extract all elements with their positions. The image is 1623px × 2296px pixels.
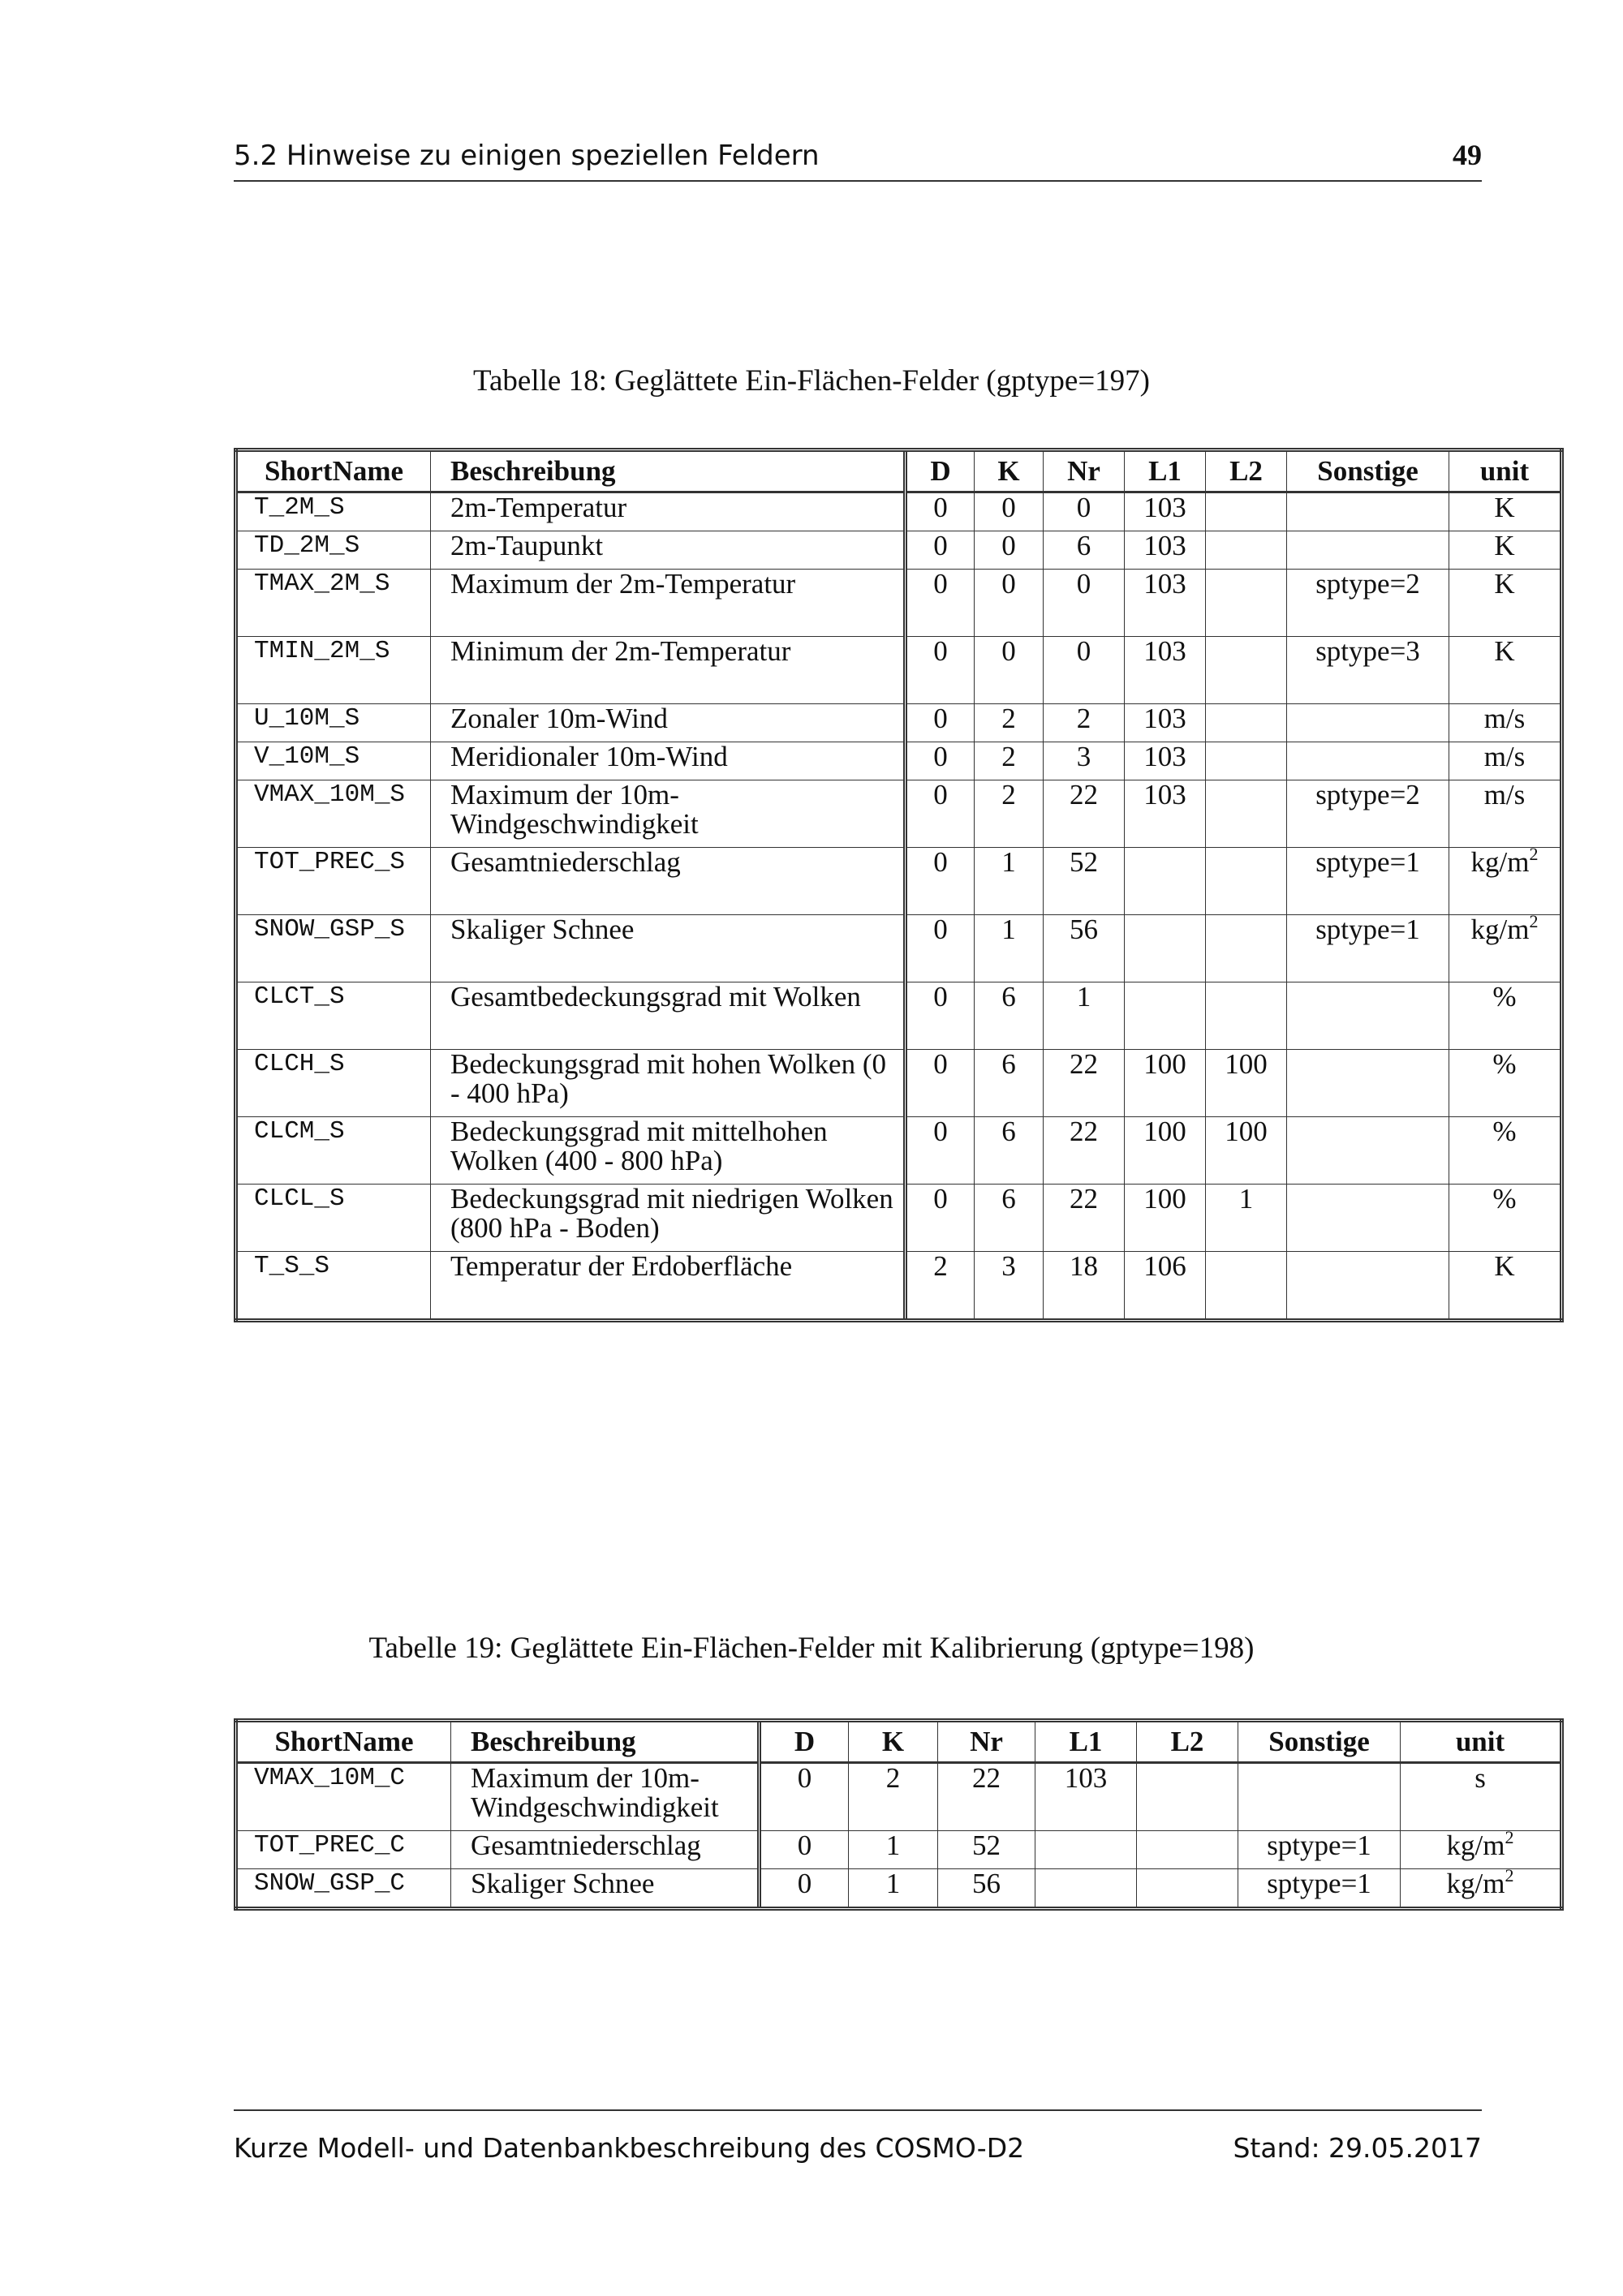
column-header-desc: Beschreibung bbox=[431, 450, 906, 492]
cell-d: 0 bbox=[906, 1185, 975, 1252]
cell-l1: 100 bbox=[1125, 1117, 1206, 1185]
cell-nr: 52 bbox=[938, 1831, 1035, 1869]
cell-l1 bbox=[1125, 982, 1206, 1050]
table-row bbox=[236, 848, 1562, 915]
cell-short: CLCL_S bbox=[236, 1185, 431, 1252]
cell-l1 bbox=[1125, 915, 1206, 982]
cell-unit: m/s bbox=[1449, 742, 1562, 780]
table-row bbox=[236, 742, 1562, 780]
cell-d: 0 bbox=[906, 637, 975, 704]
table-row bbox=[236, 637, 1562, 704]
cell-k: 6 bbox=[975, 1050, 1044, 1117]
cell-unit: $kg/m^2$ bbox=[1401, 1831, 1562, 1869]
cell-l2 bbox=[1206, 704, 1287, 742]
cell-other: sptype=1 bbox=[1238, 1831, 1401, 1869]
cell-other bbox=[1238, 1763, 1401, 1831]
cell-other bbox=[1287, 1117, 1449, 1185]
cell-unit: $kg/m^2$ bbox=[1449, 915, 1562, 982]
cell-k: 2 bbox=[849, 1763, 938, 1831]
cell-l1: 100 bbox=[1125, 1185, 1206, 1252]
cell-other: sptype=3 bbox=[1287, 637, 1449, 704]
column-header-unit: unit bbox=[1449, 450, 1562, 492]
column-header-l2: L2 bbox=[1137, 1721, 1238, 1763]
cell-l1: 103 bbox=[1125, 492, 1206, 531]
cell-l2 bbox=[1137, 1763, 1238, 1831]
cell-desc: 2m-Temperatur bbox=[431, 492, 906, 531]
cell-l1: 103 bbox=[1125, 637, 1206, 704]
column-header-other: Sonstige bbox=[1287, 450, 1449, 492]
cell-l2 bbox=[1206, 915, 1287, 982]
cell-l2: 1 bbox=[1206, 1185, 1287, 1252]
cell-desc: Gesamtbedeckungsgrad mit Wolken bbox=[431, 982, 906, 1050]
cell-unit: K bbox=[1449, 570, 1562, 637]
table-row bbox=[236, 704, 1562, 742]
cell-l2 bbox=[1206, 848, 1287, 915]
cell-unit: K bbox=[1449, 637, 1562, 704]
cell-desc: Zonaler 10m-Wind bbox=[431, 704, 906, 742]
cell-d: 0 bbox=[906, 1050, 975, 1117]
cell-l1: 100 bbox=[1125, 1050, 1206, 1117]
cell-l1 bbox=[1125, 848, 1206, 915]
table-row bbox=[236, 1050, 1562, 1117]
cell-desc: Maximum der 10m-Windgeschwindigkeit bbox=[431, 780, 906, 848]
column-header-desc: Beschreibung bbox=[451, 1721, 760, 1763]
column-header-d: D bbox=[906, 450, 975, 492]
column-header-k: K bbox=[849, 1721, 938, 1763]
cell-unit: K bbox=[1449, 531, 1562, 570]
cell-unit: % bbox=[1449, 1117, 1562, 1185]
cell-d: 0 bbox=[906, 780, 975, 848]
column-header-nr: Nr bbox=[938, 1721, 1035, 1763]
cell-d: 0 bbox=[906, 915, 975, 982]
cell-short: T_S_S bbox=[236, 1252, 431, 1321]
cell-desc: Skaliger Schnee bbox=[451, 1869, 760, 1909]
column-header-nr: Nr bbox=[1044, 450, 1125, 492]
cell-other bbox=[1287, 1252, 1449, 1321]
table-row bbox=[236, 1763, 1562, 1831]
table-row bbox=[236, 1869, 1562, 1909]
cell-unit: s bbox=[1401, 1763, 1562, 1831]
cell-other bbox=[1287, 704, 1449, 742]
cell-other: sptype=2 bbox=[1287, 570, 1449, 637]
cell-k: 3 bbox=[975, 1252, 1044, 1321]
cell-l2 bbox=[1206, 742, 1287, 780]
column-header-unit: unit bbox=[1401, 1721, 1562, 1763]
cell-desc: Minimum der 2m-Temperatur bbox=[431, 637, 906, 704]
cell-other bbox=[1287, 492, 1449, 531]
page-header bbox=[234, 138, 1482, 182]
cell-k: 0 bbox=[975, 531, 1044, 570]
cell-d: 0 bbox=[760, 1869, 849, 1909]
column-header-l1: L1 bbox=[1125, 450, 1206, 492]
cell-l2 bbox=[1137, 1831, 1238, 1869]
cell-nr: 22 bbox=[938, 1763, 1035, 1831]
cell-l2 bbox=[1137, 1869, 1238, 1909]
cell-d: 0 bbox=[906, 1117, 975, 1185]
cell-l2 bbox=[1206, 1252, 1287, 1321]
cell-short: TMAX_2M_S bbox=[236, 570, 431, 637]
cell-short: CLCT_S bbox=[236, 982, 431, 1050]
cell-l2: 100 bbox=[1206, 1050, 1287, 1117]
cell-desc: Maximum der 10m-Windgeschwindigkeit bbox=[451, 1763, 760, 1831]
cell-other: sptype=1 bbox=[1238, 1869, 1401, 1909]
table-row bbox=[236, 492, 1562, 531]
cell-k: 2 bbox=[975, 780, 1044, 848]
cell-l1 bbox=[1035, 1869, 1137, 1909]
cell-k: 0 bbox=[975, 637, 1044, 704]
footer-date: Stand: 29.05.2017 bbox=[1233, 2132, 1482, 2164]
table-header-row bbox=[236, 450, 1562, 492]
cell-l2 bbox=[1206, 531, 1287, 570]
cell-d: 0 bbox=[906, 848, 975, 915]
cell-other bbox=[1287, 1050, 1449, 1117]
cell-unit: m/s bbox=[1449, 704, 1562, 742]
cell-nr: 0 bbox=[1044, 637, 1125, 704]
cell-other bbox=[1287, 531, 1449, 570]
cell-other bbox=[1287, 982, 1449, 1050]
cell-desc: Skaliger Schnee bbox=[431, 915, 906, 982]
cell-nr: 2 bbox=[1044, 704, 1125, 742]
cell-nr: 56 bbox=[1044, 915, 1125, 982]
cell-desc: Bedeckungsgrad mit hohen Wolken (0 - 400 hPa) bbox=[431, 1050, 906, 1117]
cell-short: TOT_PREC_C bbox=[236, 1831, 451, 1869]
cell-nr: 18 bbox=[1044, 1252, 1125, 1321]
cell-nr: 22 bbox=[1044, 1185, 1125, 1252]
cell-unit: K bbox=[1449, 492, 1562, 531]
cell-l1: 103 bbox=[1035, 1763, 1137, 1831]
cell-l2: 100 bbox=[1206, 1117, 1287, 1185]
table-row bbox=[236, 1252, 1562, 1321]
cell-short: U_10M_S bbox=[236, 704, 431, 742]
cell-unit: $kg/m^2$ bbox=[1449, 848, 1562, 915]
cell-desc: Gesamtniederschlag bbox=[431, 848, 906, 915]
cell-d: 0 bbox=[906, 492, 975, 531]
cell-nr: 52 bbox=[1044, 848, 1125, 915]
cell-l2 bbox=[1206, 982, 1287, 1050]
cell-l1: 106 bbox=[1125, 1252, 1206, 1321]
table-row bbox=[236, 915, 1562, 982]
cell-l2 bbox=[1206, 780, 1287, 848]
cell-other: sptype=2 bbox=[1287, 780, 1449, 848]
section-title: 5.2 Hinweise zu einigen speziellen Feldern bbox=[234, 140, 820, 172]
column-header-short: ShortName bbox=[236, 450, 431, 492]
table-row bbox=[236, 1831, 1562, 1869]
table-row bbox=[236, 982, 1562, 1050]
cell-l1: 103 bbox=[1125, 780, 1206, 848]
cell-nr: 22 bbox=[1044, 1050, 1125, 1117]
cell-unit: m/s bbox=[1449, 780, 1562, 848]
cell-desc: Gesamtniederschlag bbox=[451, 1831, 760, 1869]
table-row bbox=[236, 570, 1562, 637]
cell-nr: 3 bbox=[1044, 742, 1125, 780]
cell-l1: 103 bbox=[1125, 704, 1206, 742]
cell-short: VMAX_10M_S bbox=[236, 780, 431, 848]
page-number: 49 bbox=[1453, 139, 1482, 171]
table-row bbox=[236, 1185, 1562, 1252]
cell-k: 1 bbox=[849, 1831, 938, 1869]
cell-other bbox=[1287, 1185, 1449, 1252]
cell-k: 0 bbox=[975, 570, 1044, 637]
table18-caption: Tabelle 18: Geglättete Ein-Flächen-Felder (gptype=197) bbox=[472, 364, 1151, 398]
cell-k: 6 bbox=[975, 982, 1044, 1050]
cell-l1: 103 bbox=[1125, 570, 1206, 637]
footer-title: Kurze Modell- und Datenbankbeschreibung des COSMO-D2 bbox=[234, 2132, 1025, 2164]
cell-short: CLCM_S bbox=[236, 1117, 431, 1185]
cell-desc: Maximum der 2m-Temperatur bbox=[431, 570, 906, 637]
cell-unit: % bbox=[1449, 1050, 1562, 1117]
cell-d: 0 bbox=[760, 1831, 849, 1869]
cell-l1: 103 bbox=[1125, 742, 1206, 780]
cell-k: 6 bbox=[975, 1117, 1044, 1185]
cell-nr: 22 bbox=[1044, 1117, 1125, 1185]
cell-d: 0 bbox=[906, 742, 975, 780]
table-row bbox=[236, 1117, 1562, 1185]
cell-l2 bbox=[1206, 637, 1287, 704]
cell-other bbox=[1287, 742, 1449, 780]
cell-k: 1 bbox=[975, 915, 1044, 982]
table19-caption: Tabelle 19: Geglättete Ein-Flächen-Felder mit Kalibrierung (gptype=198) bbox=[368, 1632, 1255, 1665]
table-18 bbox=[234, 448, 1564, 1322]
cell-d: 0 bbox=[906, 982, 975, 1050]
column-header-d: D bbox=[760, 1721, 849, 1763]
cell-d: 0 bbox=[906, 704, 975, 742]
cell-short: V_10M_S bbox=[236, 742, 431, 780]
table-19 bbox=[234, 1718, 1564, 1911]
cell-short: CLCH_S bbox=[236, 1050, 431, 1117]
cell-unit: $kg/m^2$ bbox=[1401, 1869, 1562, 1909]
cell-k: 1 bbox=[849, 1869, 938, 1909]
cell-k: 2 bbox=[975, 742, 1044, 780]
cell-unit: % bbox=[1449, 982, 1562, 1050]
cell-l1: 103 bbox=[1125, 531, 1206, 570]
column-header-l2: L2 bbox=[1206, 450, 1287, 492]
cell-d: 0 bbox=[906, 570, 975, 637]
table-row bbox=[236, 531, 1562, 570]
cell-k: 0 bbox=[975, 492, 1044, 531]
cell-d: 2 bbox=[906, 1252, 975, 1321]
column-header-k: K bbox=[975, 450, 1044, 492]
cell-short: SNOW_GSP_S bbox=[236, 915, 431, 982]
cell-unit: K bbox=[1449, 1252, 1562, 1321]
cell-short: VMAX_10M_C bbox=[236, 1763, 451, 1831]
cell-desc: Meridionaler 10m-Wind bbox=[431, 742, 906, 780]
cell-desc: 2m-Taupunkt bbox=[431, 531, 906, 570]
cell-nr: 22 bbox=[1044, 780, 1125, 848]
cell-k: 1 bbox=[975, 848, 1044, 915]
cell-nr: 6 bbox=[1044, 531, 1125, 570]
cell-l2 bbox=[1206, 570, 1287, 637]
cell-short: TD_2M_S bbox=[236, 531, 431, 570]
cell-short: SNOW_GSP_C bbox=[236, 1869, 451, 1909]
table-row bbox=[236, 780, 1562, 848]
cell-nr: 0 bbox=[1044, 492, 1125, 531]
column-header-other: Sonstige bbox=[1238, 1721, 1401, 1763]
page-footer bbox=[234, 2109, 1482, 2164]
cell-k: 2 bbox=[975, 704, 1044, 742]
cell-nr: 56 bbox=[938, 1869, 1035, 1909]
cell-d: 0 bbox=[906, 531, 975, 570]
cell-nr: 1 bbox=[1044, 982, 1125, 1050]
cell-short: T_2M_S bbox=[236, 492, 431, 531]
table-header-row bbox=[236, 1721, 1562, 1763]
cell-other: sptype=1 bbox=[1287, 915, 1449, 982]
cell-k: 6 bbox=[975, 1185, 1044, 1252]
cell-other: sptype=1 bbox=[1287, 848, 1449, 915]
cell-unit: % bbox=[1449, 1185, 1562, 1252]
cell-nr: 0 bbox=[1044, 570, 1125, 637]
cell-l2 bbox=[1206, 492, 1287, 531]
cell-l1 bbox=[1035, 1831, 1137, 1869]
cell-short: TOT_PREC_S bbox=[236, 848, 431, 915]
cell-desc: Temperatur der Erdoberfläche bbox=[431, 1252, 906, 1321]
cell-short: TMIN_2M_S bbox=[236, 637, 431, 704]
cell-d: 0 bbox=[760, 1763, 849, 1831]
cell-desc: Bedeckungsgrad mit mittelhohen Wolken (400 - 800 hPa) bbox=[431, 1117, 906, 1185]
cell-desc: Bedeckungsgrad mit niedrigen Wolken (800 hPa - Boden) bbox=[431, 1185, 906, 1252]
column-header-short: ShortName bbox=[236, 1721, 451, 1763]
column-header-l1: L1 bbox=[1035, 1721, 1137, 1763]
